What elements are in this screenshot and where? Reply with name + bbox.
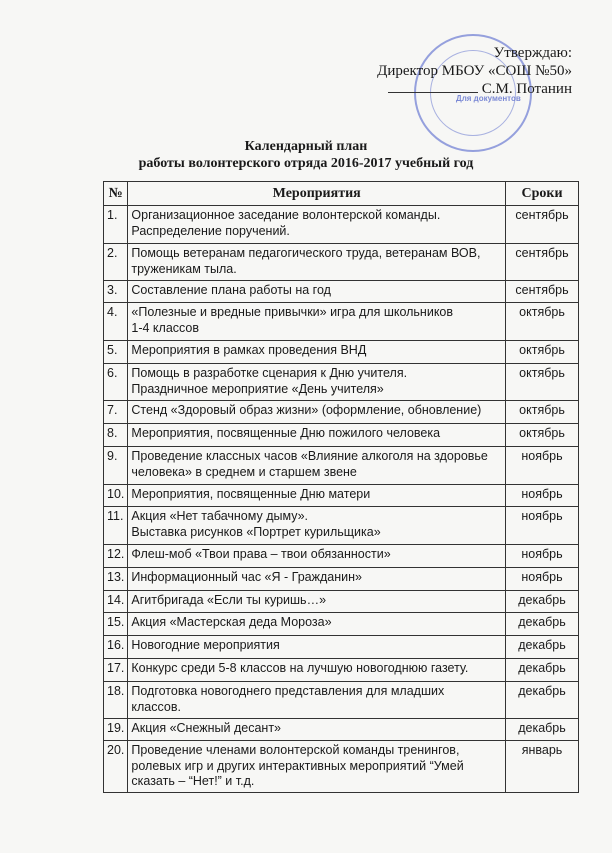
row-number: 13. xyxy=(104,568,128,591)
row-event: Конкурс среди 5-8 классов на лучшую новогоднюю газету. xyxy=(128,659,506,682)
title-line-1: Календарный план xyxy=(244,139,368,154)
table-row xyxy=(104,244,579,281)
row-number: 20. xyxy=(104,741,128,793)
row-event: Организационное заседание волонтерской команды. Распределение поручений. xyxy=(128,206,506,244)
table-row xyxy=(104,303,579,341)
row-date: сентябрь xyxy=(506,281,579,303)
row-event: Проведение членами волонтерской команды тренингов, ролевых игр и других интерактивных мероприятий “Умей сказать – “Нет!” и т.д. xyxy=(128,741,506,793)
table-header xyxy=(104,182,579,206)
table-row xyxy=(104,507,579,545)
row-number: 19. xyxy=(104,719,128,741)
approval-label: Утверждаю: xyxy=(493,45,572,61)
table-row xyxy=(104,364,579,401)
row-event: Акция «Нет табачному дыму». Выставка рисунков «Портрет курильщика» xyxy=(128,507,506,545)
header-number: № xyxy=(104,182,128,206)
row-number: 9. xyxy=(104,447,128,485)
row-number: 5. xyxy=(104,341,128,364)
table-body xyxy=(104,206,579,793)
row-event: Информационный час «Я - Гражданин» xyxy=(128,568,506,591)
table-row xyxy=(104,206,579,244)
row-date: октябрь xyxy=(506,401,579,424)
table-row xyxy=(104,545,579,568)
table-row xyxy=(104,659,579,682)
row-event: Подготовка новогоднего представления для младших классов. xyxy=(128,682,506,719)
row-event: Мероприятия в рамках проведения ВНД xyxy=(128,341,506,364)
row-number: 12. xyxy=(104,545,128,568)
table-row xyxy=(104,636,579,659)
table-row xyxy=(104,568,579,591)
row-number: 18. xyxy=(104,682,128,719)
row-event: Акция «Снежный десант» xyxy=(128,719,506,741)
row-date: декабрь xyxy=(506,719,579,741)
table-row xyxy=(104,447,579,485)
row-date: декабрь xyxy=(506,659,579,682)
row-event: Агитбригада «Если ты куришь…» xyxy=(128,591,506,613)
row-event: Стенд «Здоровый образ жизни» (оформление, обновление) xyxy=(128,401,506,424)
header-dates: Сроки xyxy=(506,182,579,206)
row-number: 8. xyxy=(104,424,128,447)
row-number: 10. xyxy=(104,485,128,507)
row-date: декабрь xyxy=(506,591,579,613)
row-number: 6. xyxy=(104,364,128,401)
row-event: Мероприятия, посвященные Дню матери xyxy=(128,485,506,507)
row-date: январь xyxy=(506,741,579,793)
header-events: Мероприятия xyxy=(128,182,506,206)
row-number: 11. xyxy=(104,507,128,545)
row-date: сентябрь xyxy=(506,206,579,244)
row-event: «Полезные и вредные привычки» игра для школьников 1-4 классов xyxy=(128,303,506,341)
row-number: 4. xyxy=(104,303,128,341)
table-row xyxy=(104,401,579,424)
table-row xyxy=(104,424,579,447)
document-title xyxy=(0,138,612,172)
row-event: Акция «Мастерская деда Мороза» xyxy=(128,613,506,636)
table-row xyxy=(104,741,579,793)
approval-signature xyxy=(377,80,572,98)
table-row xyxy=(104,591,579,613)
table-row xyxy=(104,682,579,719)
row-date: сентябрь xyxy=(506,244,579,281)
row-number: 15. xyxy=(104,613,128,636)
row-event: Проведение классных часов «Влияние алкоголя на здоровье человека» в среднем и старшем звене xyxy=(128,447,506,485)
row-number: 16. xyxy=(104,636,128,659)
row-date: декабрь xyxy=(506,636,579,659)
row-number: 14. xyxy=(104,591,128,613)
row-date: октябрь xyxy=(506,303,579,341)
approval-block xyxy=(377,44,572,98)
row-date: октябрь xyxy=(506,341,579,364)
table-row xyxy=(104,341,579,364)
row-event: Флеш-моб «Твои права – твои обязанности» xyxy=(128,545,506,568)
row-date: ноябрь xyxy=(506,507,579,545)
signature-line xyxy=(388,92,478,93)
row-number: 7. xyxy=(104,401,128,424)
table-row xyxy=(104,719,579,741)
row-event: Составление плана работы на год xyxy=(128,281,506,303)
row-number: 3. xyxy=(104,281,128,303)
row-date: ноябрь xyxy=(506,447,579,485)
row-number: 2. xyxy=(104,244,128,281)
table-row xyxy=(104,281,579,303)
row-date: ноябрь xyxy=(506,568,579,591)
row-date: ноябрь xyxy=(506,485,579,507)
title-line-2: работы волонтерского отряда 2016-2017 учебный год xyxy=(138,156,474,171)
row-event: Помощь ветеранам педагогического труда, ветеранам ВОВ, труженикам тыла. xyxy=(128,244,506,281)
row-date: декабрь xyxy=(506,682,579,719)
table-row xyxy=(104,485,579,507)
row-date: октябрь xyxy=(506,364,579,401)
stamp-text: Для документов xyxy=(456,94,521,103)
row-date: октябрь xyxy=(506,424,579,447)
row-event: Мероприятия, посвященные Дню пожилого человека xyxy=(128,424,506,447)
approval-name: С.М. Потанин xyxy=(481,81,572,97)
events-table xyxy=(103,181,579,793)
approval-position: Директор МБОУ «СОШ №50» xyxy=(377,63,572,79)
row-event: Новогодние мероприятия xyxy=(128,636,506,659)
table-row xyxy=(104,613,579,636)
row-event: Помощь в разработке сценария к Дню учителя. Праздничное мероприятие «День учителя» xyxy=(128,364,506,401)
row-date: ноябрь xyxy=(506,545,579,568)
row-number: 1. xyxy=(104,206,128,244)
row-number: 17. xyxy=(104,659,128,682)
row-date: декабрь xyxy=(506,613,579,636)
